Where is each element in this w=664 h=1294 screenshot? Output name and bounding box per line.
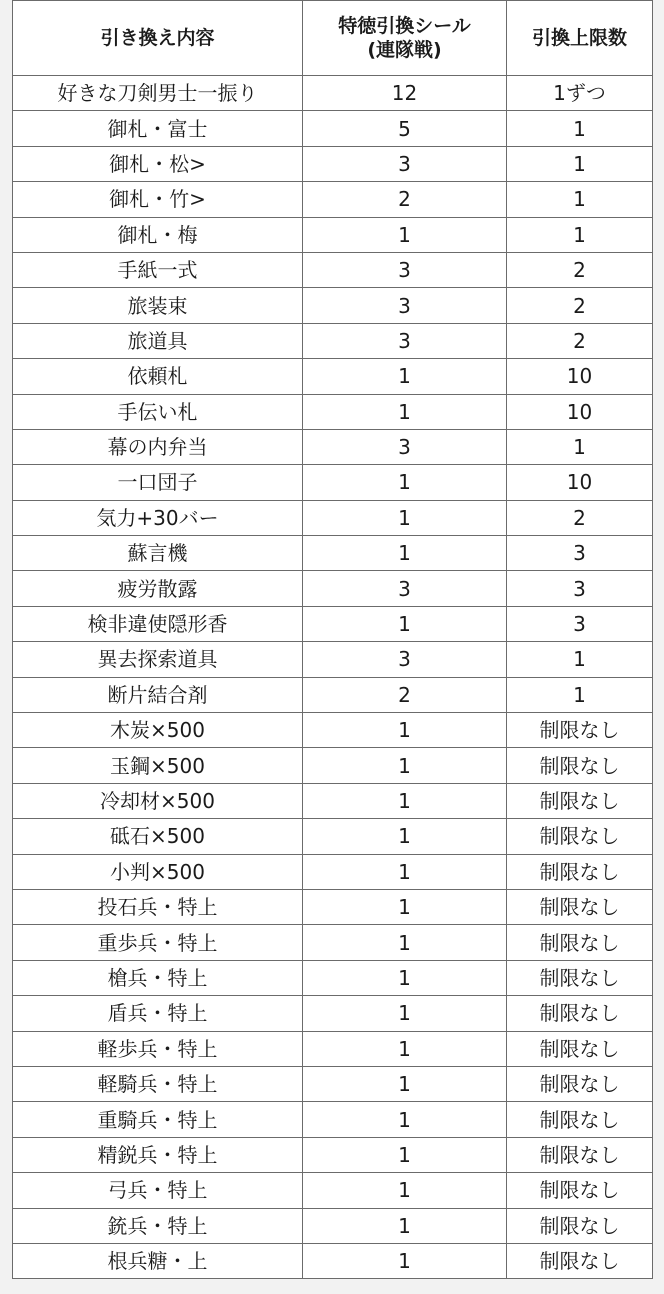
table-row	[13, 1208, 653, 1243]
header-row	[13, 1, 653, 76]
cell-cost: 1	[303, 217, 507, 252]
table-row	[13, 76, 653, 111]
table-row	[13, 252, 653, 287]
cell-cost: 12	[303, 76, 507, 111]
table-row	[13, 642, 653, 677]
cell-limit: 制限なし	[507, 1243, 653, 1278]
cell-cost: 1	[303, 748, 507, 783]
cell-limit: 2	[507, 500, 653, 535]
table-row	[13, 111, 653, 146]
cell-limit: 1	[507, 642, 653, 677]
table-row	[13, 465, 653, 500]
cell-item: 軽騎兵・特上	[13, 1066, 303, 1101]
cell-cost: 1	[303, 1066, 507, 1101]
cell-cost: 1	[303, 500, 507, 535]
cell-item: 手紙一式	[13, 252, 303, 287]
cell-cost: 2	[303, 677, 507, 712]
table-row	[13, 217, 653, 252]
cell-cost: 1	[303, 889, 507, 924]
cell-cost: 1	[303, 854, 507, 889]
table-row	[13, 889, 653, 924]
cell-cost: 1	[303, 465, 507, 500]
table-row	[13, 960, 653, 995]
cell-limit: 制限なし	[507, 783, 653, 818]
cell-limit: 制限なし	[507, 1208, 653, 1243]
table-row	[13, 925, 653, 960]
header-cost-line1: 特徳引換シール	[338, 15, 471, 37]
header-cost	[303, 1, 507, 76]
header-limit: 引換上限数	[507, 1, 653, 76]
cell-limit: 10	[507, 359, 653, 394]
cell-item: 軽歩兵・特上	[13, 1031, 303, 1066]
cell-item: 投石兵・特上	[13, 889, 303, 924]
table-row	[13, 394, 653, 429]
cell-item: 検非違使隠形香	[13, 606, 303, 641]
cell-limit: 制限なし	[507, 1066, 653, 1101]
cell-cost: 1	[303, 1137, 507, 1172]
cell-item: 手伝い札	[13, 394, 303, 429]
table-row	[13, 536, 653, 571]
cell-item: 銃兵・特上	[13, 1208, 303, 1243]
cell-cost: 1	[303, 1031, 507, 1066]
cell-cost: 1	[303, 359, 507, 394]
table-row	[13, 1031, 653, 1066]
cell-cost: 1	[303, 536, 507, 571]
table-row	[13, 677, 653, 712]
table-row	[13, 288, 653, 323]
cell-item: 木炭×500	[13, 713, 303, 748]
table-row	[13, 996, 653, 1031]
cell-cost: 3	[303, 323, 507, 358]
cell-item: 根兵糖・上	[13, 1243, 303, 1278]
cell-limit: 制限なし	[507, 1173, 653, 1208]
cell-item: 御札・松>	[13, 146, 303, 181]
cell-limit: 10	[507, 394, 653, 429]
cell-limit: 2	[507, 323, 653, 358]
cell-limit: 制限なし	[507, 819, 653, 854]
cell-limit: 制限なし	[507, 854, 653, 889]
cell-cost: 1	[303, 1208, 507, 1243]
cell-cost: 1	[303, 783, 507, 818]
cell-cost: 1	[303, 819, 507, 854]
cell-limit: 制限なし	[507, 996, 653, 1031]
cell-cost: 3	[303, 429, 507, 464]
table-row	[13, 819, 653, 854]
cell-limit: 制限なし	[507, 925, 653, 960]
header-cost-line2: (連隊戦)	[367, 39, 442, 61]
table-row	[13, 359, 653, 394]
cell-limit: 10	[507, 465, 653, 500]
cell-item: 幕の内弁当	[13, 429, 303, 464]
table-row	[13, 748, 653, 783]
cell-limit: 1	[507, 182, 653, 217]
cell-cost: 1	[303, 925, 507, 960]
cell-cost: 1	[303, 606, 507, 641]
table-row	[13, 182, 653, 217]
table-header	[13, 1, 653, 76]
cell-item: 御札・梅	[13, 217, 303, 252]
cell-limit: 2	[507, 252, 653, 287]
exchange-table-container	[12, 0, 652, 1279]
table-row	[13, 713, 653, 748]
cell-item: 気力+30バー	[13, 500, 303, 535]
cell-limit: 1ずつ	[507, 76, 653, 111]
cell-item: 槍兵・特上	[13, 960, 303, 995]
table-row	[13, 1137, 653, 1172]
cell-limit: 制限なし	[507, 713, 653, 748]
cell-item: 精鋭兵・特上	[13, 1137, 303, 1172]
table-row	[13, 1066, 653, 1101]
table-row	[13, 1173, 653, 1208]
cell-limit: 1	[507, 217, 653, 252]
cell-cost: 2	[303, 182, 507, 217]
cell-cost: 1	[303, 1243, 507, 1278]
cell-cost: 1	[303, 1173, 507, 1208]
cell-cost: 3	[303, 146, 507, 181]
cell-limit: 1	[507, 677, 653, 712]
cell-limit: 1	[507, 111, 653, 146]
cell-limit: 制限なし	[507, 1137, 653, 1172]
table-row	[13, 1102, 653, 1137]
cell-limit: 1	[507, 429, 653, 464]
cell-cost: 1	[303, 960, 507, 995]
table-row	[13, 783, 653, 818]
cell-item: 重歩兵・特上	[13, 925, 303, 960]
cell-item: 旅装束	[13, 288, 303, 323]
table-row	[13, 854, 653, 889]
cell-cost: 5	[303, 111, 507, 146]
cell-item: 御札・富士	[13, 111, 303, 146]
cell-item: 小判×500	[13, 854, 303, 889]
table-row	[13, 429, 653, 464]
table-row	[13, 571, 653, 606]
cell-item: 重騎兵・特上	[13, 1102, 303, 1137]
cell-item: 御札・竹>	[13, 182, 303, 217]
cell-item: 盾兵・特上	[13, 996, 303, 1031]
cell-limit: 制限なし	[507, 960, 653, 995]
cell-item: 冷却材×500	[13, 783, 303, 818]
cell-item: 旅道具	[13, 323, 303, 358]
cell-cost: 1	[303, 713, 507, 748]
cell-item: 断片結合剤	[13, 677, 303, 712]
table-row	[13, 146, 653, 181]
cell-item: 蘇言機	[13, 536, 303, 571]
cell-cost: 3	[303, 642, 507, 677]
cell-item: 玉鋼×500	[13, 748, 303, 783]
cell-limit: 制限なし	[507, 889, 653, 924]
table-row	[13, 1243, 653, 1278]
cell-limit: 制限なし	[507, 1031, 653, 1066]
cell-limit: 1	[507, 146, 653, 181]
cell-item: 砥石×500	[13, 819, 303, 854]
cell-cost: 1	[303, 394, 507, 429]
cell-cost: 3	[303, 288, 507, 323]
cell-item: 弓兵・特上	[13, 1173, 303, 1208]
cell-item: 依頼札	[13, 359, 303, 394]
cell-item: 疲労散露	[13, 571, 303, 606]
exchange-table	[12, 0, 653, 1279]
cell-cost: 1	[303, 996, 507, 1031]
cell-limit: 3	[507, 536, 653, 571]
table-row	[13, 606, 653, 641]
cell-limit: 2	[507, 288, 653, 323]
cell-limit: 制限なし	[507, 1102, 653, 1137]
cell-cost: 1	[303, 1102, 507, 1137]
table-row	[13, 500, 653, 535]
cell-item: 異去探索道具	[13, 642, 303, 677]
cell-cost: 3	[303, 571, 507, 606]
cell-cost: 3	[303, 252, 507, 287]
cell-limit: 3	[507, 606, 653, 641]
cell-limit: 3	[507, 571, 653, 606]
table-row	[13, 323, 653, 358]
cell-limit: 制限なし	[507, 748, 653, 783]
header-item: 引き換え内容	[13, 1, 303, 76]
cell-item: 好きな刀剣男士一振り	[13, 76, 303, 111]
table-body	[13, 76, 653, 1279]
cell-item: 一口団子	[13, 465, 303, 500]
